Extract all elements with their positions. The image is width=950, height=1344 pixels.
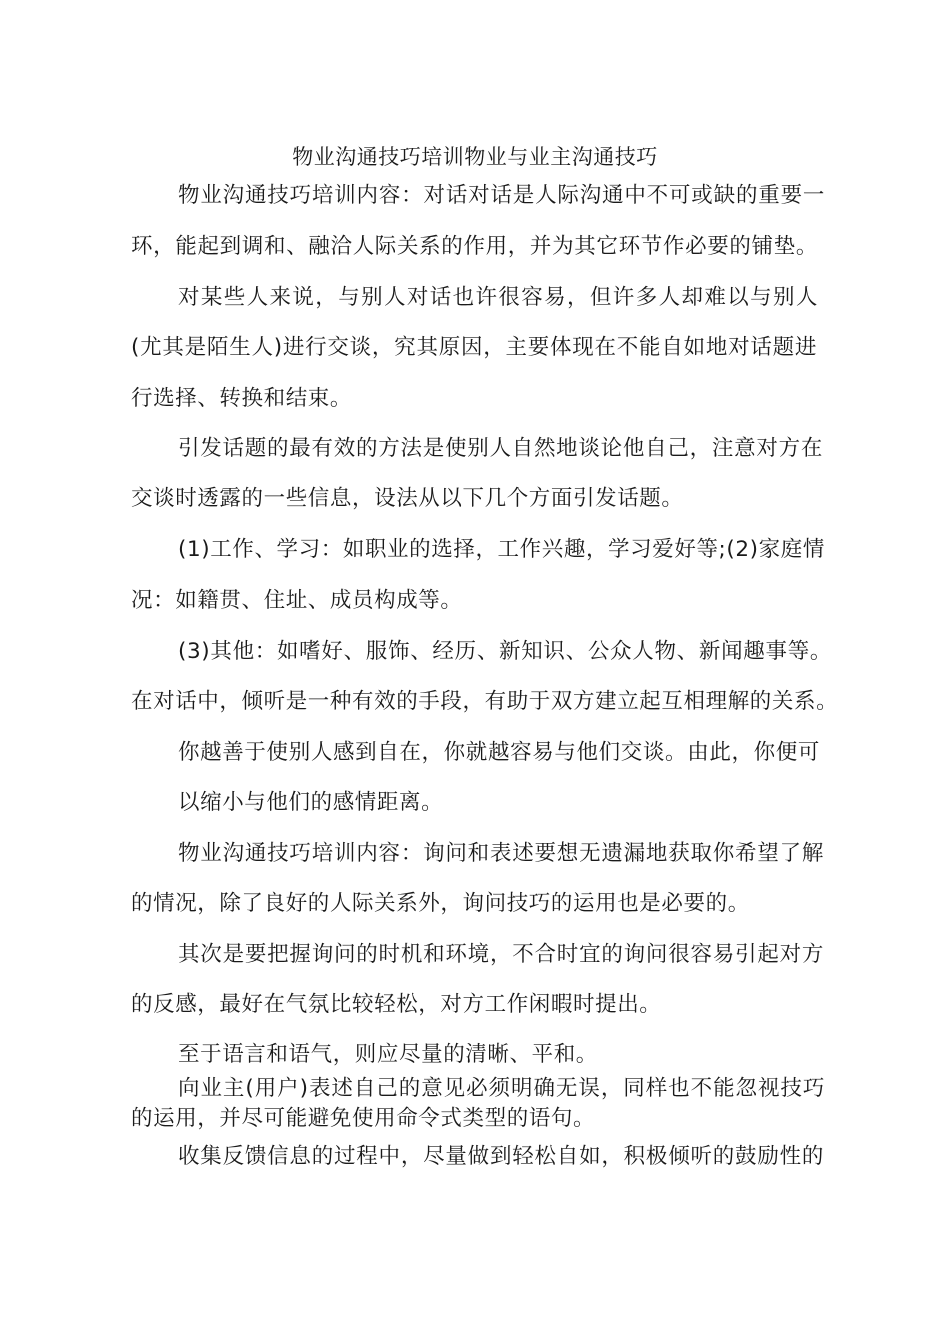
- document-title: 物业沟通技巧培训物业与业主沟通技巧: [292, 145, 658, 169]
- paragraph-line: 况：如籍贯、住址、成员构成等。: [131, 588, 463, 613]
- paragraph-line: 收集反馈信息的过程中，尽量做到轻松自如，积极倾听的鼓励性的: [178, 1144, 824, 1169]
- paragraph-line: 的情况，除了良好的人际关系外，询问技巧的运用也是必要的。: [131, 891, 750, 916]
- paragraph-line: 行选择、转换和结束。: [131, 386, 353, 411]
- paragraph-line: 的运用，并尽可能避免使用命令式类型的语句。: [131, 1106, 596, 1131]
- paragraph-line: 物业沟通技巧培训内容：询问和表述要想无遗漏地获取你希望了解: [178, 841, 824, 866]
- paragraph-line: (尤其是陌生人)进行交谈，究其原因，主要体现在不能自如地对话题进: [131, 335, 817, 360]
- paragraph-line: (3)其他：如嗜好、服饰、经历、新知识、公众人物、新闻趣事等。: [178, 639, 832, 664]
- paragraph-line: 对某些人来说，与别人对话也许很容易，但许多人却难以与别人: [178, 285, 818, 310]
- paragraph-line: 以缩小与他们的感情距离。: [178, 790, 444, 815]
- paragraph-line: 你越善于使别人感到自在，你就越容易与他们交谈。由此，你便可: [178, 740, 820, 765]
- paragraph-line: 交谈时透露的一些信息，设法从以下几个方面引发话题。: [131, 486, 684, 511]
- paragraph-line: 的反感，最好在气氛比较轻松，对方工作闲暇时提出。: [131, 992, 662, 1017]
- paragraph-line: 向业主(用户)表述自己的意见必须明确无误，同样也不能忽视技巧: [178, 1076, 825, 1101]
- paragraph-line: 至于语言和语气，则应尽量的清晰、平和。: [178, 1042, 598, 1067]
- paragraph-line: 物业沟通技巧培训内容：对话对话是人际沟通中不可或缺的重要一: [178, 183, 825, 208]
- paragraph-line: (1)工作、学习：如职业的选择，工作兴趣，学习爱好等;(2)家庭情: [178, 537, 825, 562]
- paragraph-line: 其次是要把握询问的时机和环境，不合时宜的询问很容易引起对方: [178, 942, 824, 967]
- paragraph-line: 在对话中，倾听是一种有效的手段，有助于双方建立起互相理解的关系。: [131, 689, 839, 714]
- paragraph-line: 引发话题的最有效的方法是使别人自然地谈论他自己，注意对方在: [178, 436, 823, 461]
- paragraph-line: 环，能起到调和、融洽人际关系的作用，并为其它环节作必要的铺垫。: [131, 234, 818, 259]
